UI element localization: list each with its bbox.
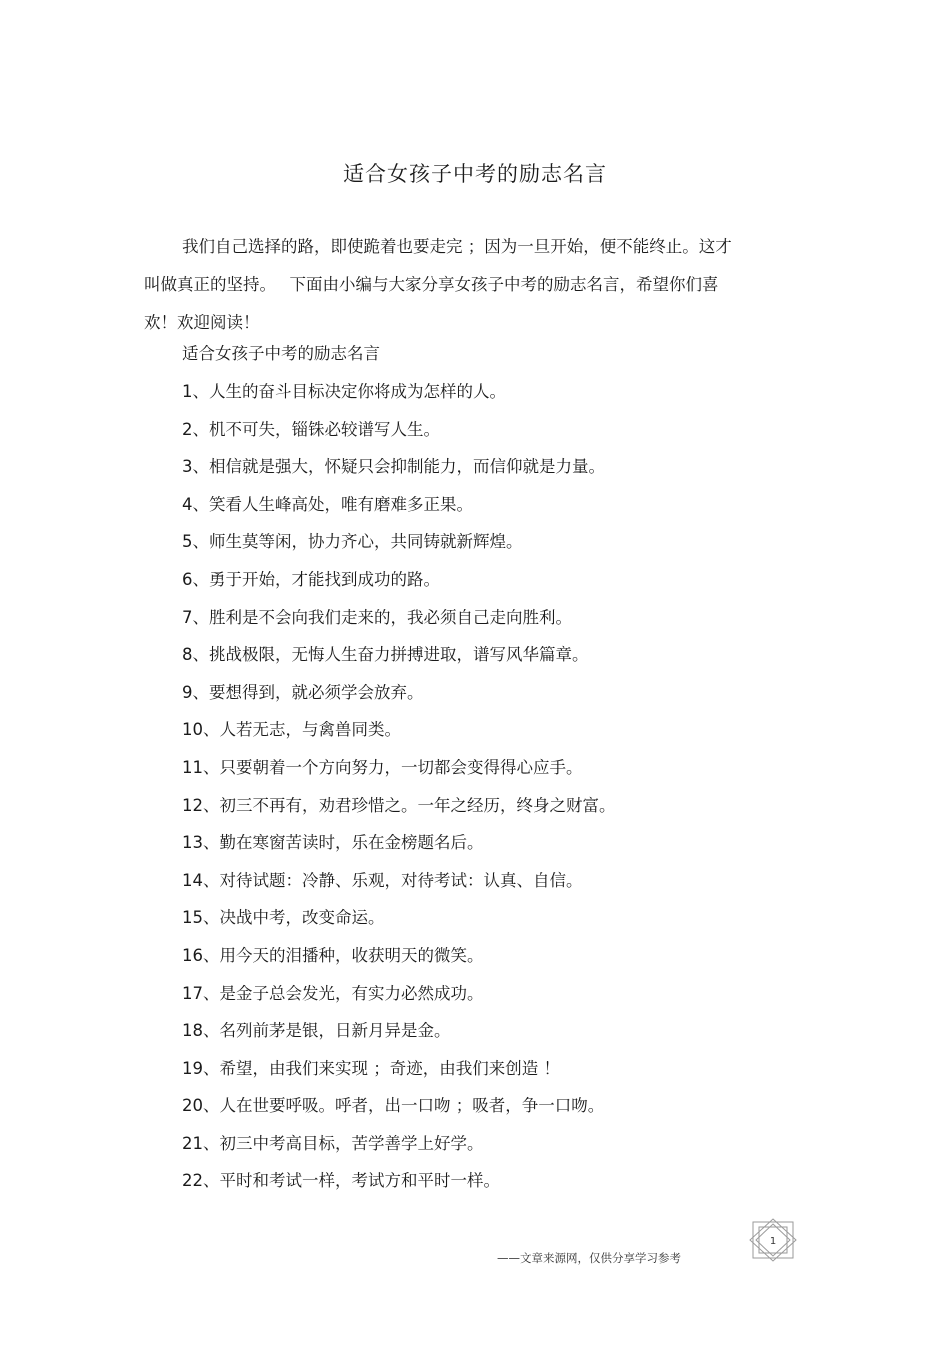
quote-item: 18、名列前茅是银，日新月异是金。 — [182, 1021, 451, 1041]
page-number: 1 — [769, 1236, 777, 1247]
intro-line: 我们自己选择的路，即使跪着也要走完 ；因为一旦开始，便不能终止。这才 — [182, 237, 732, 256]
quote-item: 15、决战中考，改变命运。 — [182, 908, 385, 928]
quote-list — [182, 380, 616, 1207]
quote-item: 12、初三不再有，劝君珍惜之。一年之经历，终身之财富。 — [182, 795, 616, 815]
quote-item: 20、人在世要呼吸。呼者，出一口吻 ；吸者，争一口吻。 — [182, 1096, 605, 1116]
quote-item: 10、人若无志，与禽兽同类。 — [182, 720, 401, 740]
quote-item: 19、希望，由我们来实现 ；奇迹，由我们来创造 ！ — [182, 1058, 560, 1078]
quote-item: 16、用今天的泪播种，收获明天的微笑。 — [182, 945, 484, 965]
quote-item: 8、挑战极限，无悔人生奋力拼搏进取，谱写风华篇章。 — [182, 645, 589, 665]
quote-item: 9、要想得到，就必须学会放弃。 — [182, 682, 424, 702]
quote-item: 13、勤在寒窗苦读时，乐在金榜题名后。 — [182, 833, 484, 853]
quote-item: 1、人生的奋斗目标决定你将成为怎样的人。 — [182, 382, 506, 401]
page-number-badge — [748, 1218, 798, 1262]
quote-item: 5、师生莫等闲，协力齐心，共同铸就新辉煌。 — [182, 532, 523, 552]
quote-item: 7、胜利是不会向我们走来的，我必须自己走向胜利。 — [182, 607, 572, 627]
source-footnote: ——文章来源网，仅供分享学习参考 — [497, 1251, 681, 1265]
section-heading: 适合女孩子中考的励志名言 — [182, 344, 380, 363]
quote-item: 4、笑看人生峰高处，唯有磨难多正果。 — [182, 494, 473, 514]
quote-item: 22、平时和考试一样，考试方和平时一样。 — [182, 1171, 500, 1191]
quote-item: 14、对待试题：冷静、乐观，对待考试：认真、自信。 — [182, 870, 583, 890]
quote-item: 2、机不可失，锱铢必较谱写人生。 — [182, 419, 440, 439]
quote-item: 3、相信就是强大，怀疑只会抑制能力，而信仰就是力量。 — [182, 457, 605, 477]
quote-item: 6、勇于开始，才能找到成功的路。 — [182, 569, 440, 589]
quote-item: 21、初三中考高目标，苦学善学上好学。 — [182, 1133, 484, 1153]
intro-line: 叫做真正的坚持。 下面由小编与大家分享女孩子中考的励志名言，希望你们喜 — [144, 275, 719, 294]
intro-line: 欢！欢迎阅读！ — [144, 313, 260, 332]
intro-paragraph — [144, 228, 794, 342]
document-title: 适合女孩子中考的励志名言 — [343, 162, 607, 186]
quote-item: 11、只要朝着一个方向努力，一切都会变得得心应手。 — [182, 757, 583, 777]
quote-item: 17、是金子总会发光，有实力必然成功。 — [182, 983, 484, 1003]
